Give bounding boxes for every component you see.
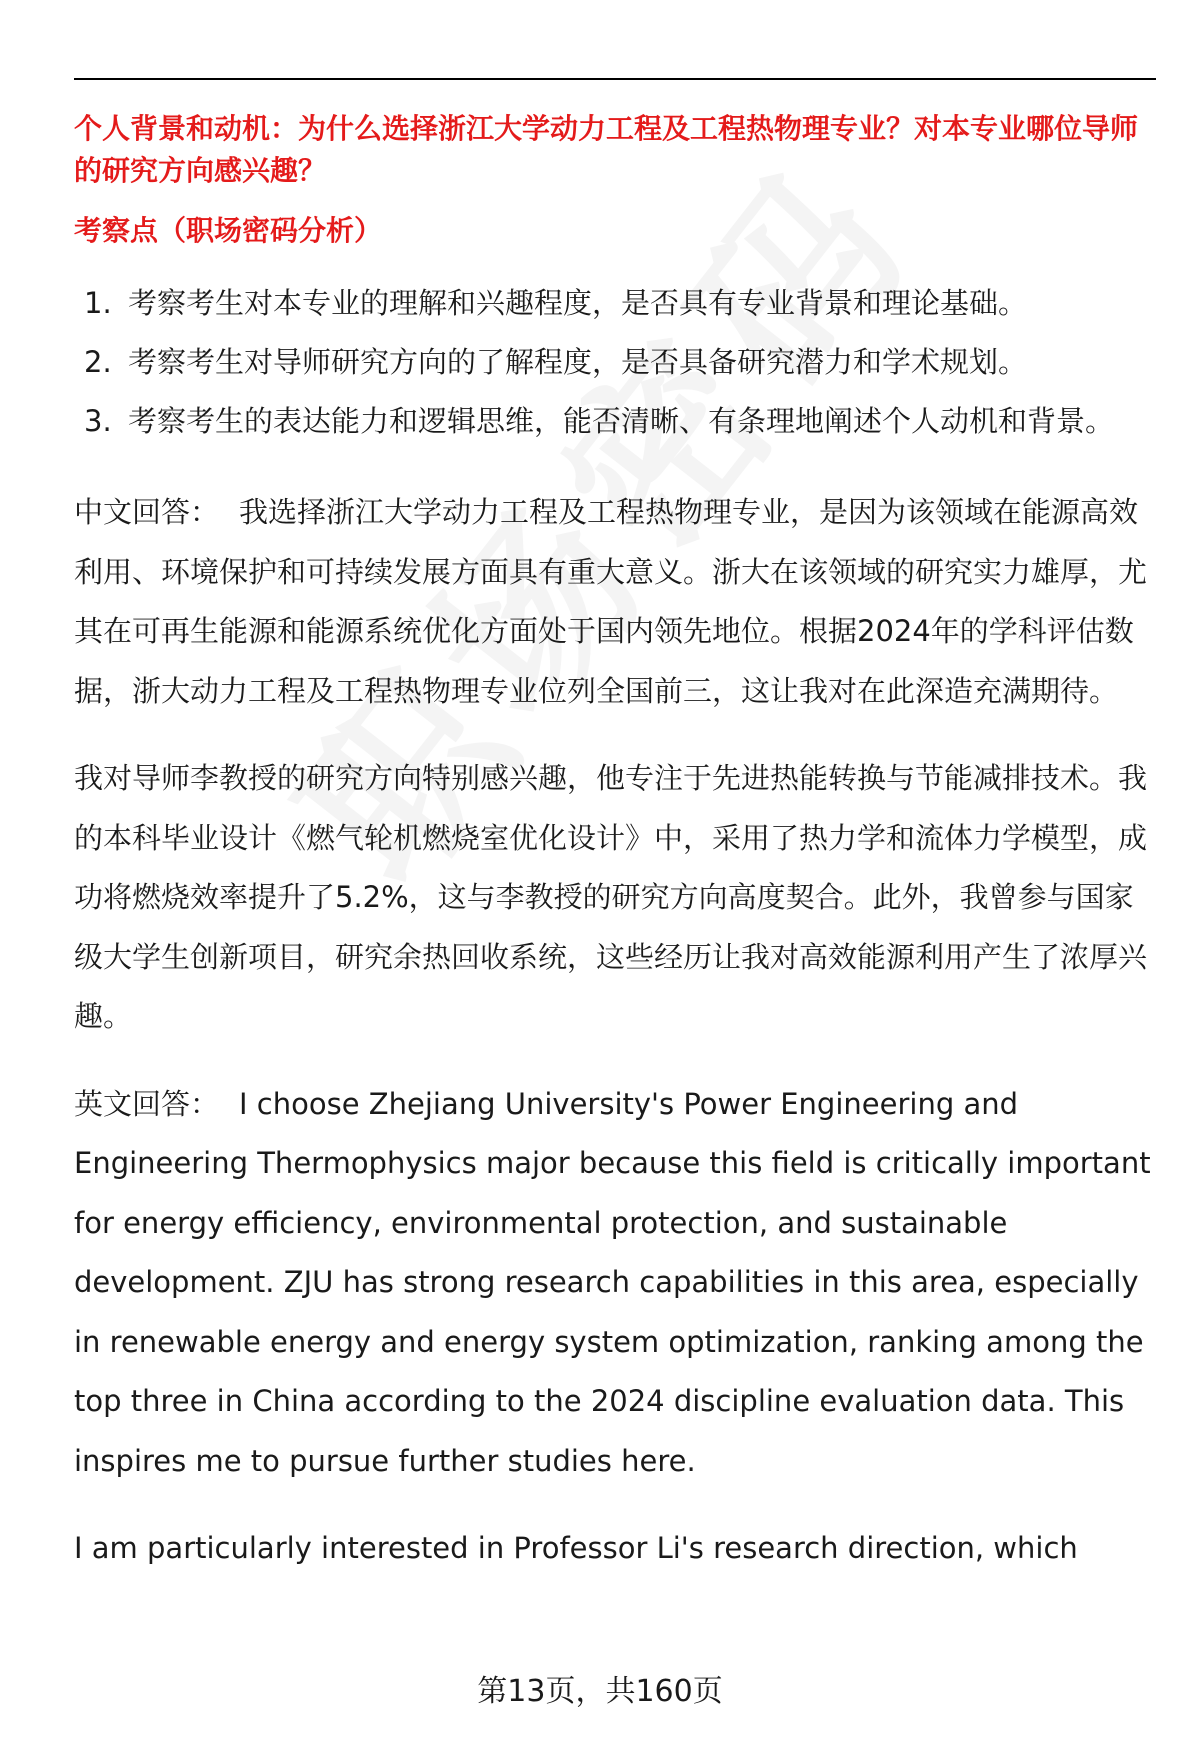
point-number: 2. — [84, 345, 112, 379]
english-answer-text-1: I choose Zhejiang University's Power Engineering and Engineering Thermophysics major because this field is critically important for energy efficiency, environmental protection, and sustainable development. ZJU has strong research capabilities in this area, especially in renewable energy and energy system optimization, ranking among the top three in China according to the 2024 discipline evaluation data. This inspires me to pursue further studies here. — [74, 1086, 1151, 1478]
chinese-answer-paragraph-1 — [74, 483, 1156, 721]
english-answer-paragraph-1 — [74, 1075, 1156, 1492]
point-text: 考察考生的表达能力和逻辑思维，能否清晰、有条理地阐述个人动机和背景。 — [128, 404, 1115, 438]
point-item — [74, 274, 1156, 333]
point-text: 考察考生对导师研究方向的了解程度，是否具备研究潜力和学术规划。 — [128, 345, 1028, 379]
english-answer-paragraph-2: I am particularly interested in Professor Li's research direction, which — [74, 1531, 1078, 1565]
point-item — [74, 333, 1156, 392]
english-answer-label: 英文回答： — [74, 1086, 220, 1121]
chinese-answer-label: 中文回答： — [74, 495, 220, 529]
page-number: 第13页，共160页 — [477, 1674, 723, 1709]
chinese-answer-text-1: 我选择浙江大学动力工程及工程热物理专业，是因为该领域在能源高效利用、环境保护和可持续发展方面具有重大意义。浙大在该领域的研究实力雄厚，尤其在可再生能源和能源系统优化方面处于国内领先地位。根据2024年的学科评估数据，浙大动力工程及工程热物理专业位列全国前三，这让我对在此深造充满期待。 — [74, 495, 1148, 708]
point-number: 3. — [84, 404, 112, 438]
points-heading: 考察点（职场密码分析） — [74, 214, 383, 247]
chinese-answer-paragraph-2: 我对导师李教授的研究方向特别感兴趣，他专注于先进热能转换与节能减排技术。我的本科毕业设计《燃气轮机燃烧室优化设计》中，采用了热力学和流体力学模型，成功将燃烧效率提升了5.2%，这与李教授的研究方向高度契合。此外，我曾参与国家级大学生创新项目，研究余热回收系统，这些经历让我对高效能源利用产生了浓厚兴趣。 — [74, 761, 1148, 1033]
point-item — [74, 392, 1156, 451]
point-number: 1. — [84, 286, 112, 320]
point-text: 考察考生对本专业的理解和兴趣程度，是否具有专业背景和理论基础。 — [128, 286, 1028, 320]
document-body — [74, 108, 1156, 1579]
question-heading: 个人背景和动机：为什么选择浙江大学动力工程及工程热物理专业？对本专业哪位导师的研究方向感兴趣？ — [74, 112, 1139, 187]
points-list — [74, 274, 1156, 451]
header-rule — [74, 78, 1156, 80]
